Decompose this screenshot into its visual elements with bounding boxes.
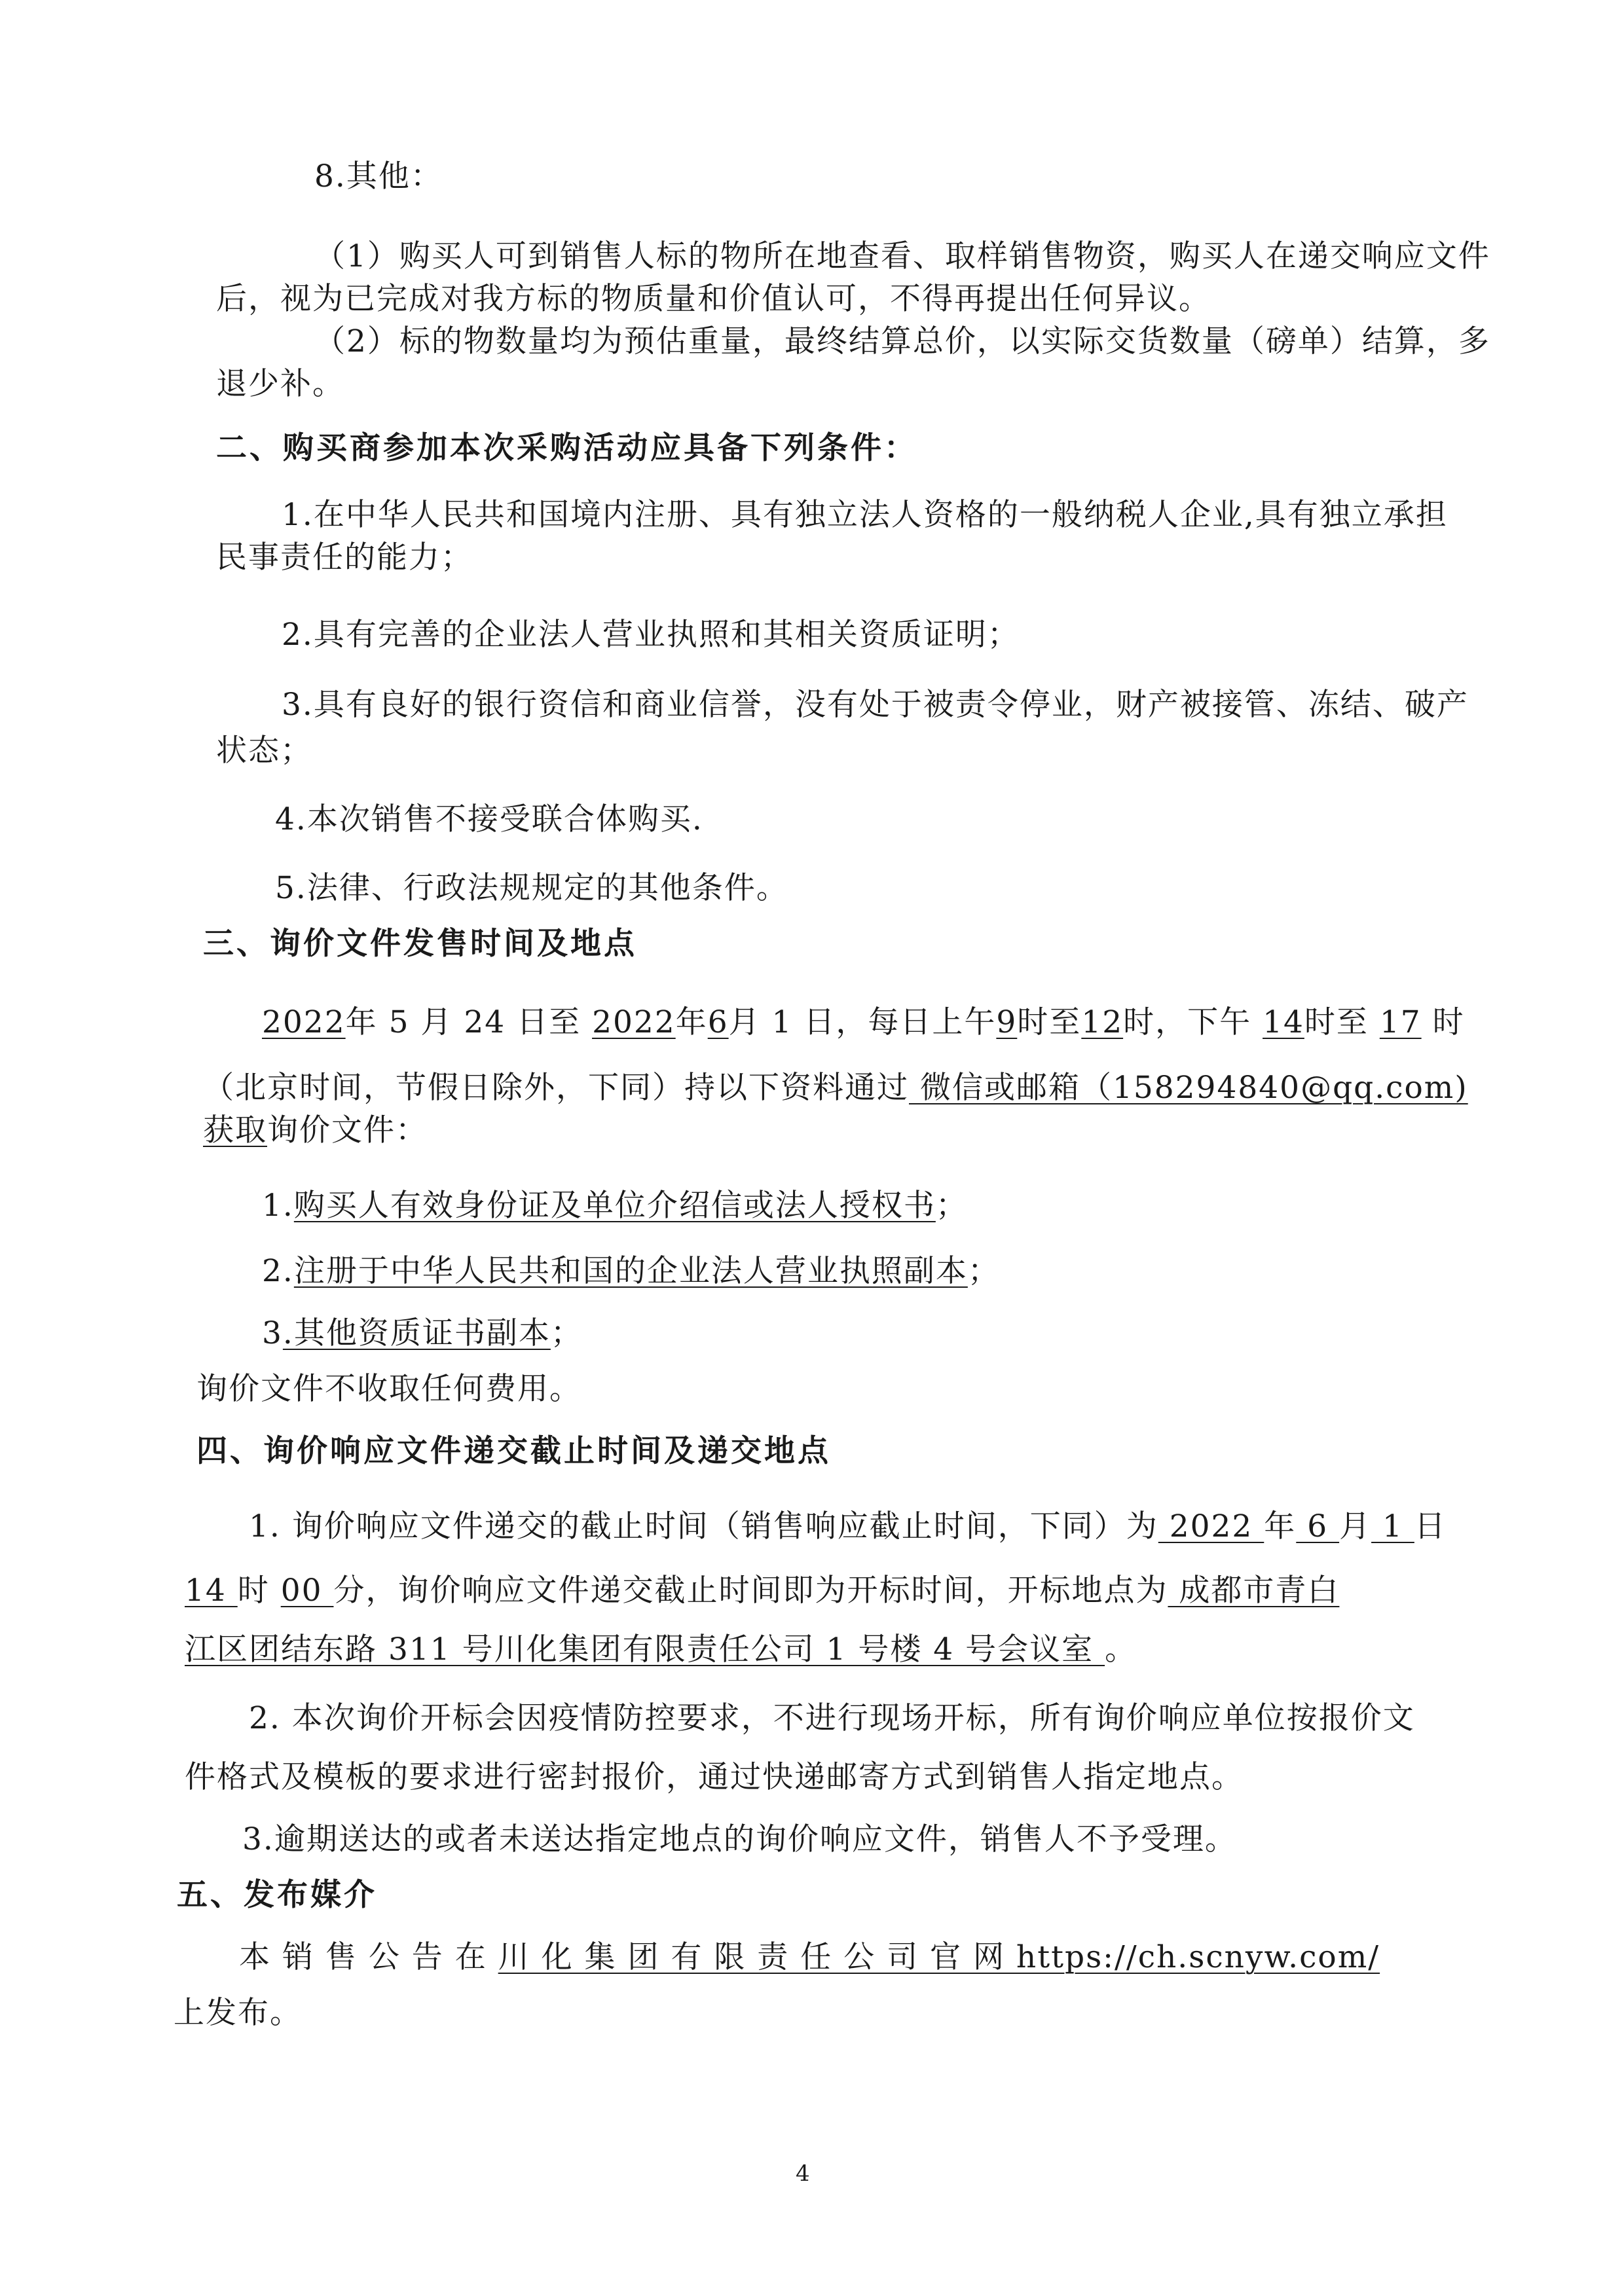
deadline-month: 6 xyxy=(1296,1508,1340,1544)
section2-item5: 5.法律、行政法规规定的其他条件。 xyxy=(275,870,788,906)
section4-item2-line2: 件格式及模板的要求进行密封报价，通过快递邮寄方式到销售人指定地点。 xyxy=(185,1759,1244,1795)
start-year: 2022 xyxy=(262,1004,346,1040)
section3-doc3: 3.其他资质证书副本； xyxy=(262,1315,583,1351)
section5-tail: 上发布。 xyxy=(174,1995,302,2031)
section2-item4: 4.本次销售不接受联合体购买. xyxy=(275,801,703,837)
section2-item3-line2: 状态； xyxy=(216,733,312,769)
section4-item1-line3: 江区团结东路 311 号川化集团有限责任公司 1 号楼 4 号会议室 。 xyxy=(185,1631,1137,1667)
section2-item1-line2: 民事责任的能力； xyxy=(216,539,473,575)
location-part2: 江区团结东路 311 号川化集团有限责任公司 1 号楼 4 号会议室 xyxy=(185,1631,1105,1667)
section2-heading: 二、购买商参加本次采购活动应具备下列条件： xyxy=(216,430,917,466)
pm-end: 17 xyxy=(1379,1004,1422,1040)
deadline-minute: 00 xyxy=(280,1573,334,1609)
section8-p1-line1: （1）购买人可到销售人标的物所在地查看、取样销售物资，购买人在递交响应文件 xyxy=(314,238,1490,274)
deadline-hour: 14 xyxy=(185,1573,238,1609)
section8-p1-line2: 后，视为已完成对我方标的物质量和价值认可，不得再提出任何异议。 xyxy=(216,281,1211,317)
location-part1: 成都市青白 xyxy=(1168,1573,1340,1609)
section4-item1-line1: 1. 询价响应文件递交的截止时间（销售响应截止时间，下同）为 2022 年 6 月 1 日 xyxy=(249,1508,1447,1544)
section4-item3: 3.逾期送达的或者未送达指定地点的询价响应文件，销售人不予受理。 xyxy=(242,1821,1237,1857)
page-number: 4 xyxy=(796,2160,810,2187)
am-end: 12 xyxy=(1081,1004,1124,1040)
section8-p2-line2: 退少补。 xyxy=(216,366,344,402)
section3-doc1: 1.购买人有效身份证及单位介绍信或法人授权书； xyxy=(262,1188,968,1224)
end-month: 6 xyxy=(707,1004,729,1040)
section3-doc2: 2.注册于中华人民共和国的企业法人营业执照副本； xyxy=(262,1253,1000,1289)
section3-obtain-line: 获取询价文件： xyxy=(203,1112,428,1148)
am-start: 9 xyxy=(996,1004,1018,1040)
channel-wechat-email: 微信或邮箱（158294840@qq.com) xyxy=(909,1070,1468,1106)
section8-p2-line1: （2）标的物数量均为预估重量，最终结算总价，以实际交货数量（磅单）结算，多 xyxy=(314,323,1490,359)
section2-item3-line1: 3.具有良好的银行资信和商业信誉，没有处于被责令停业，财产被接管、冻结、破产 xyxy=(282,687,1469,723)
section4-item2-line1: 2. 本次询价开标会因疫情防控要求，不进行现场开标，所有询价响应单位按报价文 xyxy=(249,1700,1415,1736)
section5-heading: 五、发布媒介 xyxy=(177,1877,377,1913)
deadline-year: 2022 xyxy=(1158,1508,1264,1544)
pm-start: 14 xyxy=(1263,1004,1304,1040)
section3-sale-time-line: 2022年 5 月 24 日至 2022年6月 1 日，每日上午9时至12时，下午 14时至 17 时 xyxy=(262,1004,1465,1040)
section4-item1-line2: 14 时 00 分，询价响应文件递交截止时间即为开标时间，开标地点为 成都市青白 xyxy=(185,1573,1340,1609)
media-website: 川 化 集 团 有 限 责 任 公 司 官 网 https://ch.scnyw.com/ xyxy=(498,1939,1380,1975)
section3-free: 询价文件不收取任何费用。 xyxy=(196,1371,581,1407)
section8-title: 8.其他： xyxy=(314,158,443,194)
section4-heading: 四、询价响应文件递交截止时间及递交地点 xyxy=(196,1433,831,1469)
end-year: 2022 xyxy=(592,1004,676,1040)
deadline-day: 1 xyxy=(1371,1508,1414,1544)
section2-item1-line1: 1.在中华人民共和国境内注册、具有独立法人资格的一般纳税人企业,具有独立承担 xyxy=(282,497,1448,533)
section5-media-line: 本 销 售 公 告 在 川 化 集 团 有 限 责 任 公 司 官 网 https://ch.scnyw.com/ xyxy=(239,1939,1380,1975)
section3-channel-line: （北京时间，节假日除外，下同）持以下资料通过 微信或邮箱（158294840@qq.com) xyxy=(203,1070,1468,1106)
section3-heading: 三、询价文件发售时间及地点 xyxy=(203,926,637,962)
section2-item2: 2.具有完善的企业法人营业执照和其相关资质证明； xyxy=(282,617,1020,653)
